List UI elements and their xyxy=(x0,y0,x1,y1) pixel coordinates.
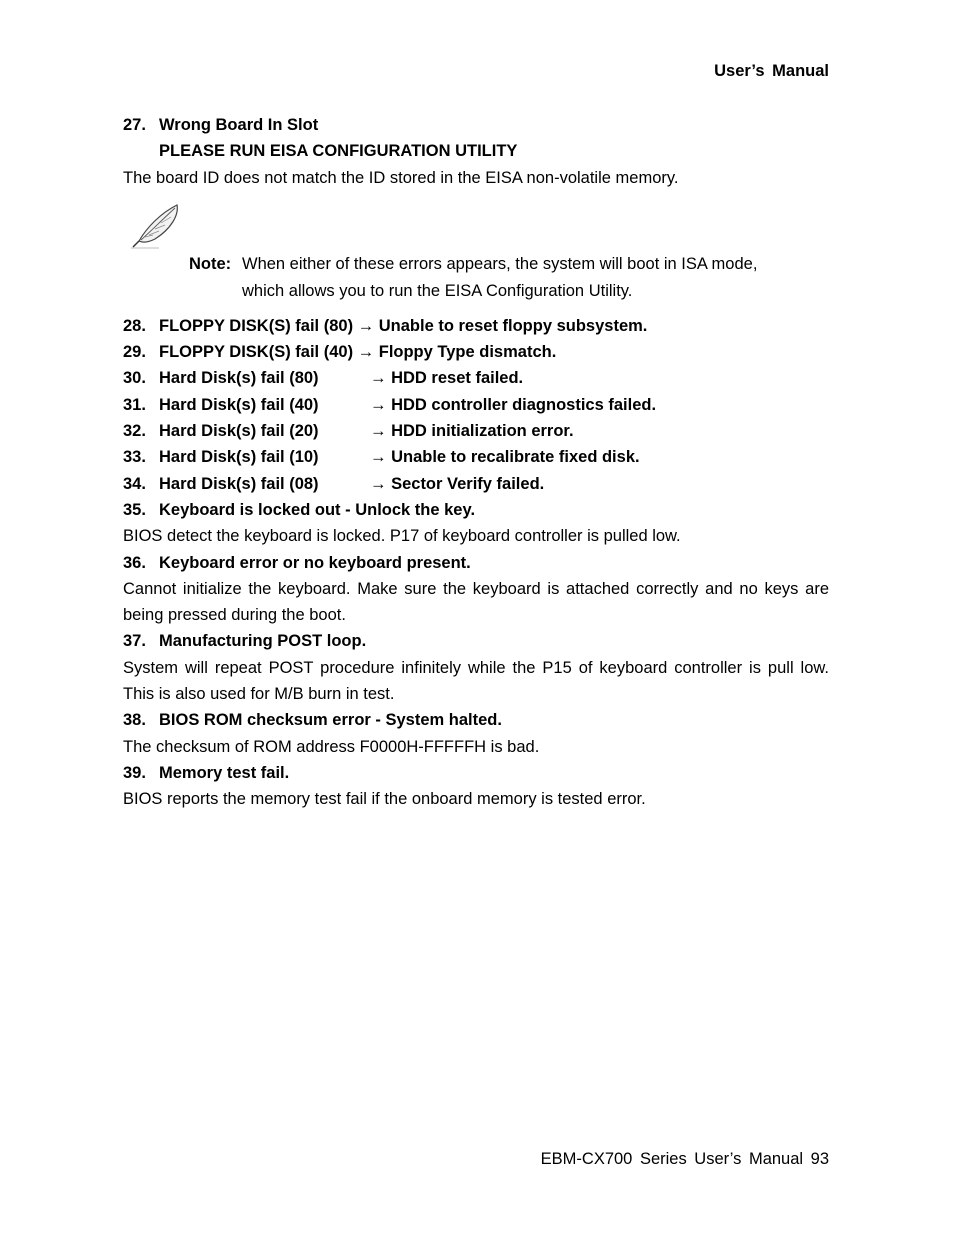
item-38-heading xyxy=(123,707,829,733)
item-label: FLOPPY DISK(S) fail (40) xyxy=(159,343,358,362)
item-result: HDD controller diagnostics failed. xyxy=(386,395,657,414)
item-title: Wrong Board In Slot xyxy=(159,116,319,134)
arrow-icon: → xyxy=(370,395,387,414)
item-27-description: The board ID does not match the ID stored in the EISA non-volatile memory. xyxy=(123,168,679,187)
arrow-icon: → xyxy=(370,422,387,441)
item-label: Hard Disk(s) fail (40) xyxy=(159,395,319,414)
item-number: 31. xyxy=(123,395,146,414)
item-27-subtitle: PLEASE RUN EISA CONFIGURATION UTILITY xyxy=(159,142,518,161)
item-number: 38. xyxy=(123,711,146,730)
arrow-icon: → xyxy=(370,474,387,493)
item-36-heading xyxy=(123,550,829,576)
note-line-2: which allows you to run the EISA Configuration Utility. xyxy=(242,281,633,300)
item-27-heading xyxy=(123,112,829,138)
item-number: 32. xyxy=(123,422,146,441)
item-30 xyxy=(123,365,829,391)
item-number: 27. xyxy=(123,116,146,134)
page-header: User’s Manual xyxy=(714,62,829,80)
item-result: Sector Verify failed. xyxy=(386,474,545,493)
arrow-icon: → xyxy=(370,369,387,388)
item-label: Hard Disk(s) fail (80) xyxy=(159,369,319,388)
item-result: Floppy Type dismatch. xyxy=(374,343,557,362)
item-number: 37. xyxy=(123,632,146,651)
item-38-description: The checksum of ROM address F0000H-FFFFFH is bad. xyxy=(123,737,540,756)
item-result: Unable to reset floppy subsystem. xyxy=(374,316,648,335)
arrow-icon: → xyxy=(357,316,375,335)
item-34 xyxy=(123,471,829,497)
note-text xyxy=(189,251,829,305)
document-body xyxy=(123,112,829,813)
item-32 xyxy=(123,418,829,444)
item-39-description: BIOS reports the memory test fail if the onboard memory is tested error. xyxy=(123,790,646,809)
item-28 xyxy=(123,313,829,339)
item-31 xyxy=(123,392,829,418)
item-33 xyxy=(123,444,829,470)
item-result: Unable to recalibrate fixed disk. xyxy=(386,448,640,467)
page-footer: EBM-CX700 Series User’s Manual 93 xyxy=(540,1150,829,1168)
item-35-heading xyxy=(123,497,829,523)
item-label: Hard Disk(s) fail (10) xyxy=(159,448,319,467)
note-label: Note: xyxy=(189,254,232,273)
item-result: HDD initialization error. xyxy=(386,422,574,441)
item-label: Hard Disk(s) fail (20) xyxy=(159,422,319,441)
item-29 xyxy=(123,339,829,365)
item-number: 34. xyxy=(123,474,146,493)
arrow-icon: → xyxy=(357,343,375,362)
item-number: 30. xyxy=(123,369,146,388)
item-37-heading xyxy=(123,628,829,654)
item-title: Keyboard error or no keyboard present. xyxy=(159,553,471,572)
note-line-1: When either of these errors appears, the system will boot in ISA mode, xyxy=(242,254,758,273)
item-number: 28. xyxy=(123,316,146,335)
item-number: 29. xyxy=(123,343,146,362)
item-number: 35. xyxy=(123,500,146,519)
item-title: Memory test fail. xyxy=(159,763,290,782)
item-label: FLOPPY DISK(S) fail (80) xyxy=(159,316,358,335)
feather-pen-icon xyxy=(129,201,185,251)
item-number: 36. xyxy=(123,553,146,572)
arrow-icon: → xyxy=(370,448,387,467)
item-title: Manufacturing POST loop. xyxy=(159,632,367,651)
item-35-description: BIOS detect the keyboard is locked. P17 of keyboard controller is pulled low. xyxy=(123,527,681,546)
item-label: Hard Disk(s) fail (08) xyxy=(159,474,319,493)
item-result: HDD reset failed. xyxy=(386,369,524,388)
note-block xyxy=(123,191,829,313)
item-number: 39. xyxy=(123,763,146,782)
item-title: Keyboard is locked out - Unlock the key. xyxy=(159,500,476,519)
item-title: BIOS ROM checksum error - System halted. xyxy=(159,711,502,730)
item-number: 33. xyxy=(123,448,146,467)
item-36-description: Cannot initialize the keyboard. Make sure the keyboard is attached correctly and no keys are being pressed during the boot. xyxy=(123,579,829,625)
item-39-heading xyxy=(123,760,829,786)
item-37-description: System will repeat POST procedure infinitely while the P15 of keyboard controller is pull low. This is also used for M/B burn in test. xyxy=(123,658,829,704)
